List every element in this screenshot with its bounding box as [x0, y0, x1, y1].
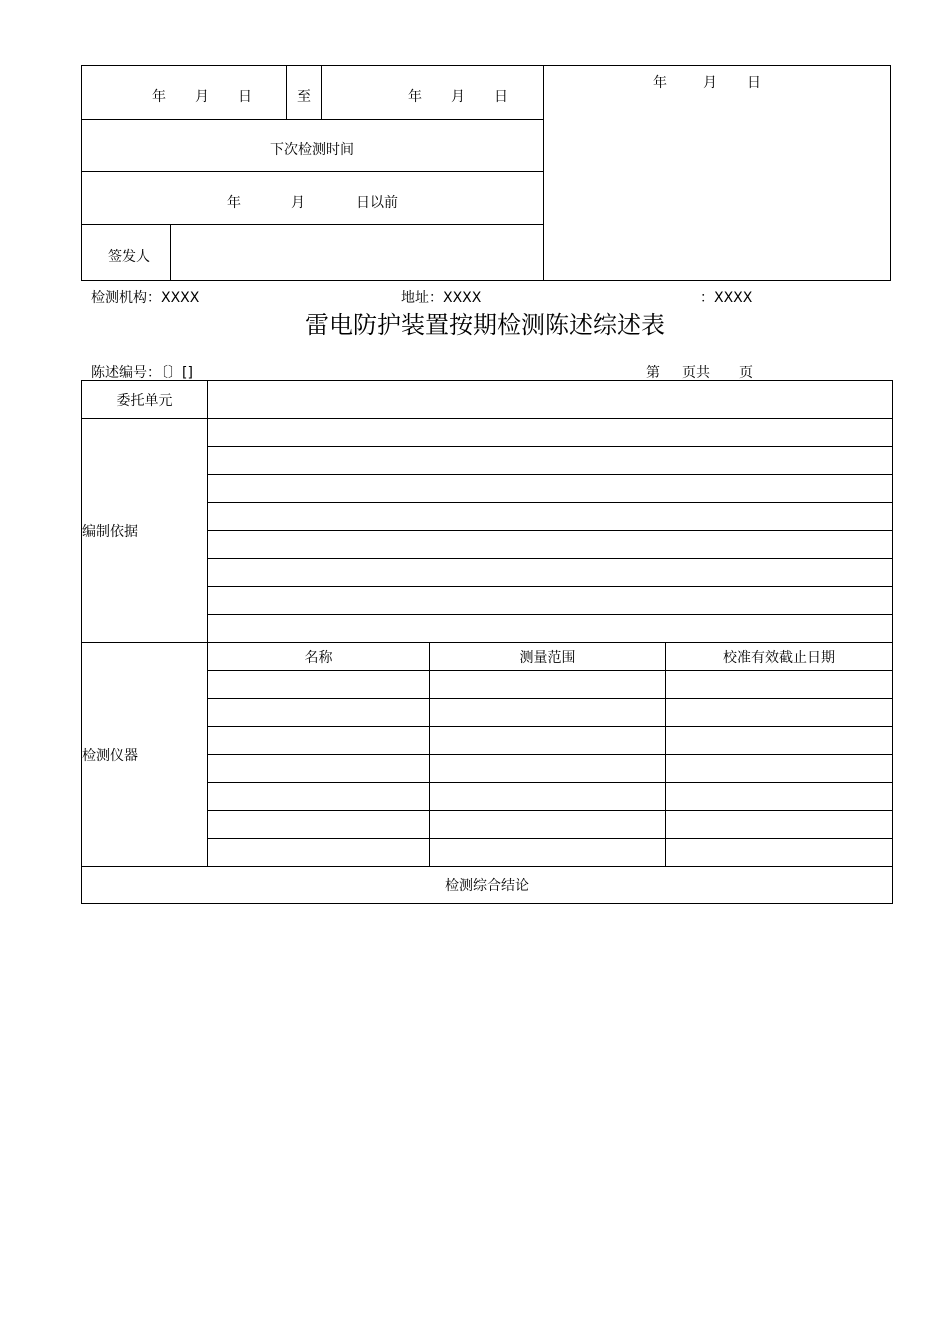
divider	[286, 66, 287, 119]
instrument-cell[interactable]	[208, 671, 430, 699]
next-date-year: 年	[227, 195, 241, 211]
top-info-block	[81, 65, 891, 281]
to-label: 至	[297, 89, 311, 105]
conclusion-label: 检测综合结论	[82, 867, 893, 904]
next-date-month: 月	[291, 195, 305, 211]
date-to-day: 日	[494, 89, 508, 105]
third-info-label: ：XXXX	[700, 290, 753, 306]
stamp-date-year: 年	[653, 75, 667, 91]
page-suffix: 页	[739, 365, 753, 381]
instrument-cell[interactable]	[208, 755, 430, 783]
instrument-cell[interactable]	[430, 783, 666, 811]
basis-row[interactable]	[208, 615, 893, 643]
instrument-header-name: 名称	[208, 643, 430, 671]
basis-row[interactable]	[208, 503, 893, 531]
client-value[interactable]	[208, 381, 893, 419]
divider	[170, 224, 171, 280]
page-mid: 页共	[682, 365, 710, 381]
divider	[82, 224, 543, 225]
divider	[82, 171, 543, 172]
instrument-header-range: 测量范围	[430, 643, 666, 671]
stamp-date-month: 月	[703, 75, 717, 91]
instrument-cell[interactable]	[430, 839, 666, 867]
instrument-cell[interactable]	[666, 839, 893, 867]
instrument-cell[interactable]	[430, 811, 666, 839]
page-title: 雷电防护装置按期检测陈述综述表	[305, 311, 665, 339]
report-table	[81, 380, 893, 904]
issuer-label: 签发人	[108, 249, 150, 265]
instrument-cell[interactable]	[430, 699, 666, 727]
instrument-cell[interactable]	[666, 699, 893, 727]
basis-row[interactable]	[208, 531, 893, 559]
basis-row[interactable]	[208, 475, 893, 503]
instrument-cell[interactable]	[208, 727, 430, 755]
institution-label: 检测机构：XXXX	[91, 290, 200, 306]
date-from-year: 年	[152, 89, 166, 105]
stamp-date-day: 日	[747, 75, 761, 91]
instrument-cell[interactable]	[666, 755, 893, 783]
basis-row[interactable]	[208, 419, 893, 447]
instrument-cell[interactable]	[430, 671, 666, 699]
next-date-day-before: 日以前	[356, 195, 398, 211]
client-label: 委托单元	[82, 381, 208, 419]
divider	[543, 66, 544, 280]
basis-row[interactable]	[208, 447, 893, 475]
date-from-day: 日	[238, 89, 252, 105]
divider	[321, 66, 322, 119]
basis-label: 编制依据	[82, 419, 208, 643]
instrument-cell[interactable]	[666, 727, 893, 755]
instrument-cell[interactable]	[666, 811, 893, 839]
basis-row[interactable]	[208, 559, 893, 587]
instrument-cell[interactable]	[666, 783, 893, 811]
instrument-cell[interactable]	[208, 783, 430, 811]
instrument-cell[interactable]	[430, 727, 666, 755]
next-inspection-label: 下次检测时间	[270, 142, 354, 158]
instrument-cell[interactable]	[208, 699, 430, 727]
report-number: 陈述编号：〔〕[]	[91, 365, 193, 381]
date-to-year: 年	[408, 89, 422, 105]
instrument-cell[interactable]	[208, 839, 430, 867]
address-label: 地址：XXXX	[401, 290, 482, 306]
instrument-cell[interactable]	[208, 811, 430, 839]
basis-row[interactable]	[208, 587, 893, 615]
divider	[82, 119, 543, 120]
instrument-cell[interactable]	[430, 755, 666, 783]
instrument-header-calibration: 校准有效截止日期	[666, 643, 893, 671]
instruments-label: 检测仪器	[82, 643, 208, 867]
page-prefix: 第	[646, 365, 660, 381]
date-from-month: 月	[195, 89, 209, 105]
date-to-month: 月	[451, 89, 465, 105]
instrument-cell[interactable]	[666, 671, 893, 699]
